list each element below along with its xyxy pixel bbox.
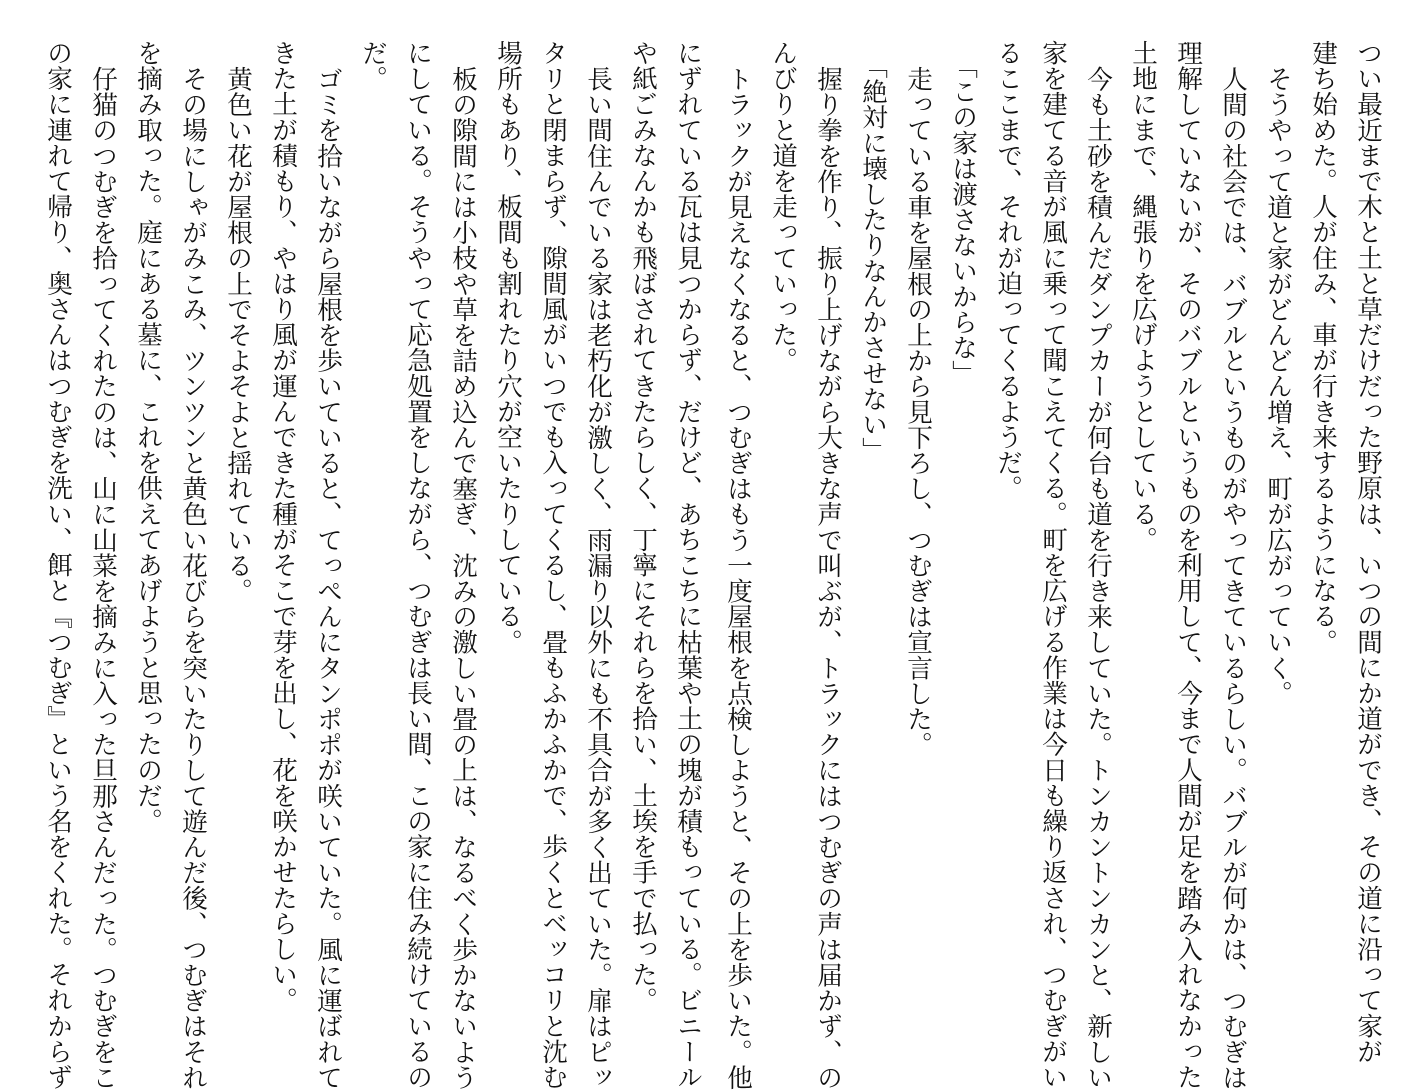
- text-line: を摘み取った。庭にある墓に、これを供えてあげようと思ったのだ。: [133, 40, 163, 834]
- text-line: にしている。そうやって応急処置をしながら、つむぎは長い間、この家に住み続けているの: [403, 40, 433, 1090]
- text-line: 仔猫のつむぎを拾ってくれたのは、山に山菜を摘みに入った旦那さんだった。つむぎをこ: [88, 65, 118, 1090]
- text-line: るここまで、それが迫ってくるようだ。: [993, 40, 1023, 501]
- text-line: 黄色い花が屋根の上でそよそよと揺れている。: [223, 65, 253, 604]
- text-line: 板の隙間には小枝や草を詰め込んで塞ぎ、沈みの激しい畳の上は、なるべく歩かないよう: [448, 65, 478, 1090]
- text-line: きた土が積もり、やはり風が運んできた種がそこで芽を出し、花を咲かせたらしい。: [268, 40, 298, 1013]
- text-line: にずれている瓦は見つからず、だけど、あちこちに枯葉や土の塊が積もっている。ビニール: [673, 40, 703, 1090]
- text-line: 建ち始めた。人が住み、車が行き来するようになる。: [1308, 40, 1338, 655]
- text-line: 走っている車を屋根の上から見下ろし、つむぎは宣言した。: [903, 65, 933, 757]
- text-line: や紙ごみなんかも飛ばされてきたらしく、丁寧にそれらを拾い、土埃を手で払った。: [628, 40, 658, 1013]
- text-line: 土地にまで、縄張りを広げようとしている。: [1128, 40, 1158, 552]
- text-line: だ。: [358, 40, 388, 92]
- text-line: 家を建てる音が風に乗って聞こえてくる。町を広げる作業は今日も繰り返され、つむぎがい: [1038, 40, 1068, 1090]
- text-line: の家に連れて帰り、奥さんはつむぎを洗い、餌と『つむぎ』という名をくれた。それからず: [43, 40, 73, 1090]
- text-line: 今も土砂を積んだダンプカーが何台も道を行き来していた。トンカントンカンと、新しい: [1083, 65, 1113, 1090]
- right-page: [723, 40, 1390, 1090]
- text-line: そうやって道と家がどんどん増え、町が広がっていく。: [1263, 65, 1293, 706]
- text-line: トラックが見えなくなると、つむぎはもう一度屋根を点検しようと、その上を歩いた。他: [723, 65, 753, 1090]
- text-line: 理解していないが、そのバブルというものを利用して、今まで人間が足を踏み入れなかった: [1173, 40, 1203, 1090]
- dialogue-line: 「この家は渡さないからな」: [948, 52, 978, 386]
- text-line: 長い間住んでいる家は老朽化が激しく、雨漏り以外にも不具合が多く出ていた。扉はピッ: [583, 65, 613, 1090]
- text-line: 人間の社会では、バブルというものがやってきているらしい。バブルが何かは、つむぎは: [1218, 65, 1248, 1090]
- text-line: 握り拳を作り、振り上げながら大きな声で叫ぶが、トラックにはつむぎの声は届かず、の: [813, 65, 843, 1090]
- text-line: つい最近まで木と土と草だけだった野原は、いつの間にか道ができ、その道に沿って家が: [1353, 40, 1383, 1064]
- text-line: 場所もあり、板間も割れたり穴が空いたりしている。: [493, 40, 523, 655]
- dialogue-line: 「絶対に壊したりなんかさせない」: [858, 52, 888, 463]
- text-line: タリと閉まらず、隙間風がいつでも入ってくるし、畳もふかふかで、歩くとベッコリと沈む: [538, 40, 568, 1090]
- left-page: [43, 40, 710, 1090]
- text-line: んびりと道を走っていった。: [768, 40, 798, 373]
- text-line: ゴミを拾いながら屋根を歩いていると、てっぺんにタンポポが咲いていた。風に運ばれて: [313, 65, 343, 1090]
- text-line: その場にしゃがみこみ、ツンツンと黄色い花びらを突いたりして遊んだ後、つむぎはそれ: [178, 65, 208, 1090]
